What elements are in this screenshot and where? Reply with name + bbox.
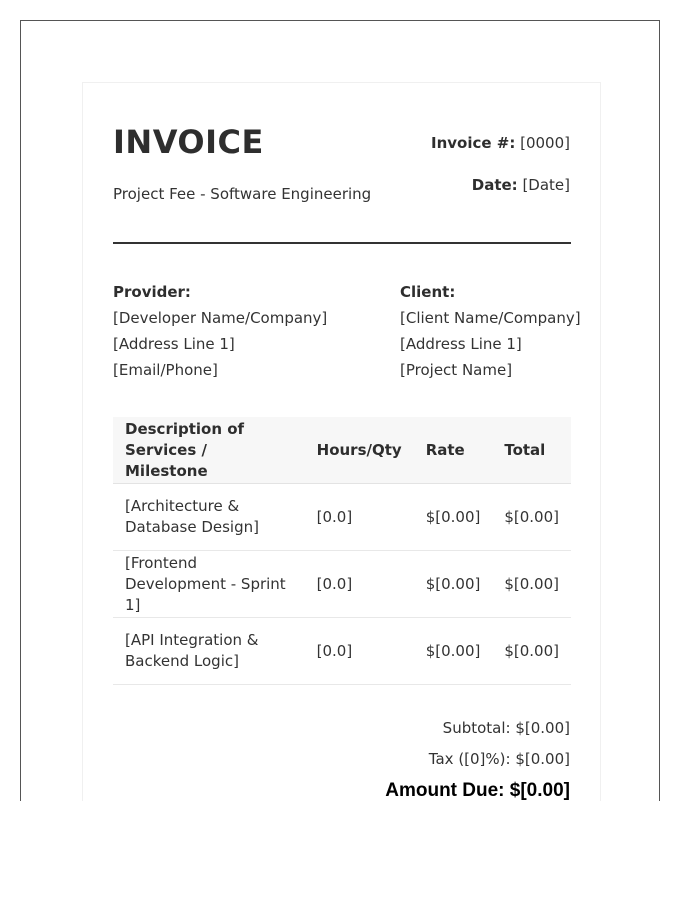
table-row: [113, 484, 571, 551]
page-frame: [20, 20, 660, 801]
invoice-date: [472, 176, 570, 194]
row-hours: [0.0]: [305, 484, 414, 551]
row-rate: $[0.00]: [414, 484, 493, 551]
invoice-date-value: [Date]: [517, 176, 570, 194]
row-hours: [0.0]: [305, 618, 414, 685]
column-header-rate: Rate: [414, 417, 493, 484]
row-hours: [0.0]: [305, 551, 414, 618]
column-header-total: Total: [492, 417, 571, 484]
row-total: $[0.00]: [492, 484, 571, 551]
subtotal: Subtotal: $[0.00]: [442, 719, 570, 737]
provider-address: [Address Line 1]: [113, 335, 235, 353]
header-divider: [113, 242, 571, 244]
invoice-number: [431, 134, 570, 152]
invoice-number-value: [0000]: [515, 134, 570, 152]
row-total: $[0.00]: [492, 551, 571, 618]
tax-line: Tax ([0]%): $[0.00]: [428, 750, 570, 768]
table-header-row: [113, 417, 571, 484]
invoice-document: [82, 82, 601, 801]
column-header-hours: Hours/Qty: [305, 417, 414, 484]
row-total: $[0.00]: [492, 618, 571, 685]
client-label: Client:: [400, 283, 456, 301]
amount-due: Amount Due: $[0.00]: [385, 780, 570, 801]
provider-label: Provider:: [113, 283, 191, 301]
table-row: [113, 551, 571, 618]
row-description: [API Integration & Backend Logic]: [113, 618, 305, 685]
table-row: [113, 618, 571, 685]
client-block: [400, 279, 581, 383]
client-project: [Project Name]: [400, 361, 513, 379]
client-address: [Address Line 1]: [400, 335, 522, 353]
row-description: [Architecture & Database Design]: [113, 484, 305, 551]
row-rate: $[0.00]: [414, 551, 493, 618]
client-name: [Client Name/Company]: [400, 309, 581, 327]
invoice-subtitle: Project Fee - Software Engineering: [113, 185, 372, 203]
provider-contact: [Email/Phone]: [113, 361, 218, 379]
provider-name: [Developer Name/Company]: [113, 309, 328, 327]
provider-block: [113, 279, 327, 383]
row-rate: $[0.00]: [414, 618, 493, 685]
column-header-description: Description of Services / Milestone: [113, 417, 305, 484]
services-table: [113, 417, 571, 685]
invoice-number-label: Invoice #:: [431, 134, 516, 152]
invoice-date-label: Date:: [471, 176, 518, 194]
row-description: [Frontend Development - Sprint 1]: [113, 551, 305, 618]
invoice-title: INVOICE: [113, 123, 264, 161]
